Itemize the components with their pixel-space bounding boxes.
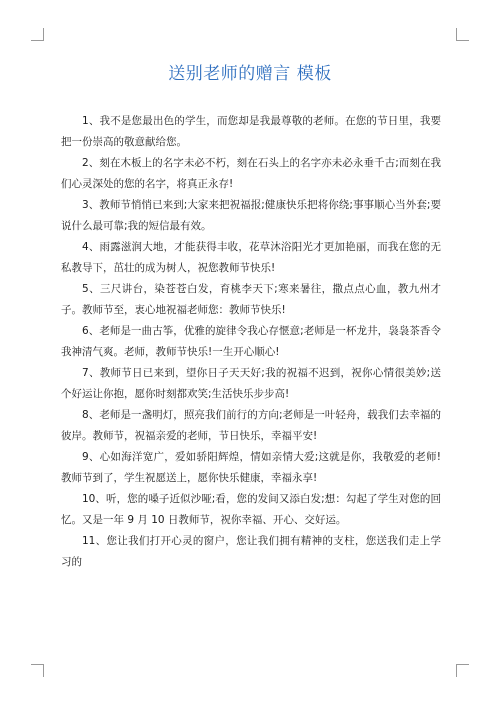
crop-mark-bottom-right [456, 664, 469, 677]
crop-mark-top-right [456, 28, 469, 41]
paragraph-3: 3、教师节悄悄已来到;大家来把祝福报;健康快乐把将你绕;事事顺心当外套;要说什么最可靠;我的短信最有效。 [61, 199, 441, 232]
crop-mark-bottom-left [31, 664, 44, 677]
paragraph-2: 2、刻在木板上的名字未必不朽，刻在石头上的名字亦未必永垂千古;而刻在我们心灵深处的您的名字，将真正永存! [61, 157, 441, 190]
document-title: 送别老师的赠言 模板 [168, 64, 332, 84]
paragraph-1: 1、我不是您最出色的学生，而您却是我最尊敬的老师。在您的节日里，我要把一份崇高的敬意献给您。 [61, 115, 441, 148]
paragraph-4: 4、雨露滋润大地，才能获得丰收，花草沐浴阳光才更加艳丽，而我在您的无私教导下，茁壮的成为树人，祝您教师节快乐! [61, 241, 441, 274]
crop-mark-top-left [31, 28, 44, 41]
paragraph-5: 5、三尺讲台，染苍苍白发，育桃李天下;寒来暑往，撒点点心血，教九州才子。教师节至，衷心地祝福老师您：教师节快乐! [61, 283, 441, 316]
paragraph-9: 9、心如海洋宽广，爱如骄阳辉煌，情如亲情大爱;这就是你，我敬爱的老师!教师节到了，学生祝愿送上，愿你快乐健康，幸福永享! [61, 451, 441, 484]
document-body [61, 111, 441, 573]
paragraph-10: 10、听，您的嗓子近似沙哑;看，您的发间又添白发;想：勾起了学生对您的回忆。又是一年 9 月 10 日教师节，祝你幸福、开心、交好运。 [61, 493, 441, 526]
paragraph-6: 6、老师是一曲古筝，优雅的旋律令我心存惬意;老师是一杯龙井，袅袅茶香令我神清气爽。老师，教师节快乐!一生开心顺心! [61, 325, 441, 358]
paragraph-11: 11、您让我们打开心灵的窗户，您让我们拥有精神的支柱，您送我们走上学习的 [61, 535, 441, 568]
paragraph-8: 8、老师是一盏明灯，照亮我们前行的方向;老师是一叶轻舟，载我们去幸福的彼岸。教师节，祝福亲爱的老师，节日快乐，幸福平安! [61, 409, 441, 442]
paragraph-7: 7、教师节日已来到，望你日子天天好;我的祝福不迟到，祝你心情很美妙;送个好运让你抱，愿你时刻都欢笑;生活快乐步步高! [61, 367, 441, 400]
